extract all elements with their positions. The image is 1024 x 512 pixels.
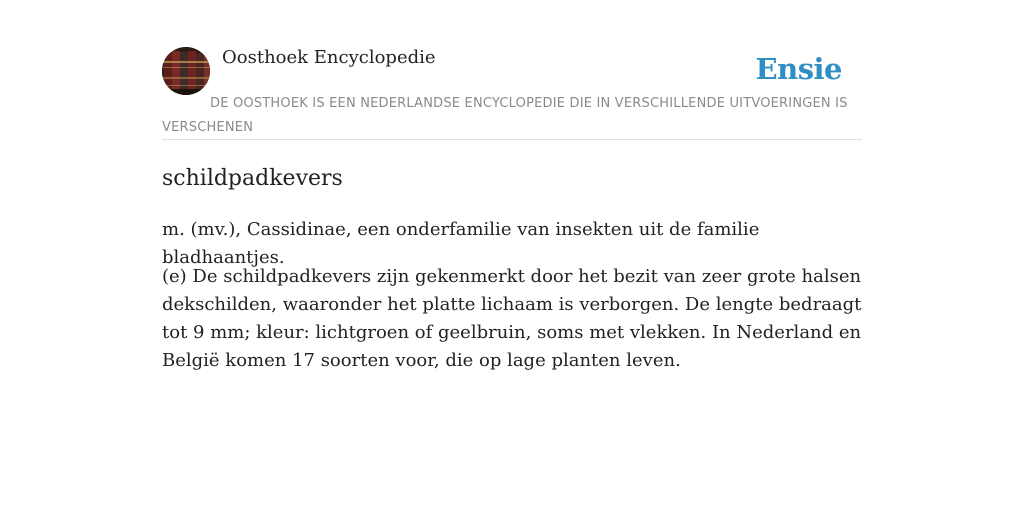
article-paragraph-2: (e) De schildpadkevers zijn gekenmerkt door het bezit van zeer grote halsen dekschilden, waaronder het platte lichaam is verborgen. De lengte bedraagt tot 9 mm; kleur: lichtgroen of geelbruin, soms met vlekken. In Nederland en België komen 17 soorten voor, die op lage planten leven.	[162, 266, 862, 371]
ensie-logo-link[interactable]: Ensie	[755, 52, 842, 86]
article-title: schildpadkevers	[162, 166, 343, 191]
site-tagline: DE OOSTHOEK IS EEN NEDERLANDSE ENCYCLOPEDIE DIE IN VERSCHILLENDE UITVOERINGEN IS VERSCHENEN	[162, 96, 848, 135]
site-header	[162, 46, 862, 140]
book-spines-avatar-icon[interactable]	[162, 47, 210, 95]
article-paragraph-1: m. (mv.), Cassidinae, een onderfamilie van insekten uit de familie bladhaantjes.	[162, 219, 760, 268]
site-name[interactable]: Oosthoek Encyclopedie	[222, 47, 436, 68]
